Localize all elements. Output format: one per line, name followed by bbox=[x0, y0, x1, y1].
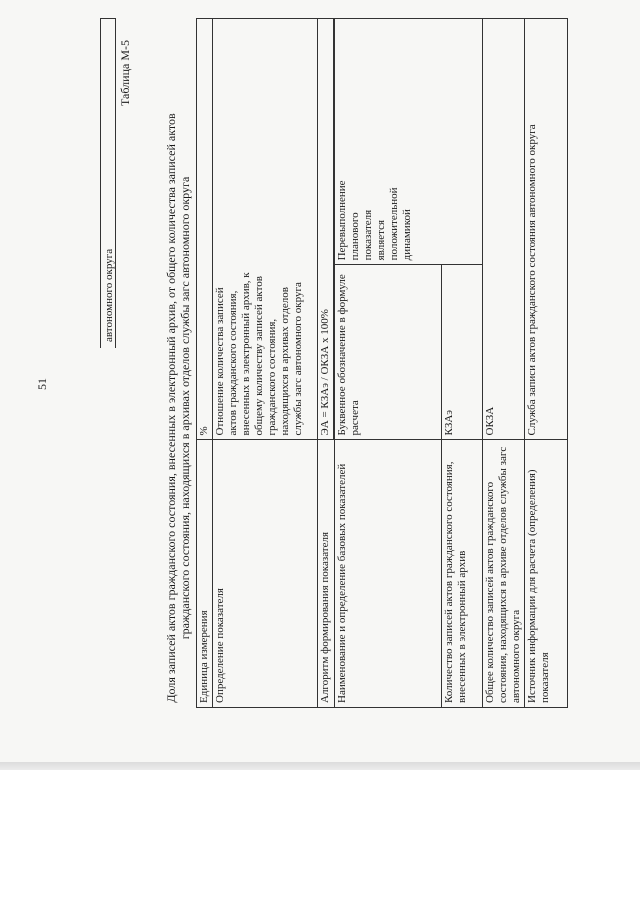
indicator-table bbox=[196, 18, 568, 708]
table-label: Таблица М-5 bbox=[118, 40, 132, 106]
page-number: 51 bbox=[35, 378, 49, 390]
okza-label: Общее количество записей актов гражданского состояния, находящихся в архиве отделов службы загс автономного округа bbox=[483, 440, 525, 708]
table-row bbox=[483, 19, 525, 708]
previous-table-fragment: автономного округа bbox=[100, 18, 116, 348]
table-row bbox=[525, 19, 568, 708]
definition-label: Определение показателя bbox=[213, 440, 318, 708]
unit-value: % bbox=[197, 19, 213, 441]
algorithm-label: Алгоритм формирования показателя bbox=[318, 440, 335, 708]
dynamics-cell bbox=[335, 19, 483, 265]
table-row bbox=[335, 19, 442, 708]
definition-value bbox=[213, 19, 318, 441]
algorithm-value: ЭА = КЗАэ / ОКЗА x 100% bbox=[318, 19, 334, 441]
definition-text: Отношение количества записей актов гражданского состояния, внесенных в электронный архив, к общему количеству записей актов гражданского состояния, находящихся в архивах отделов службы загс автономного округа bbox=[214, 272, 304, 436]
kzae-value: КЗАэ bbox=[442, 265, 483, 440]
okza-value: ОКЗА bbox=[483, 19, 525, 441]
kzae-label: Количество записей актов гражданского состояния, внесенных в электронный архив bbox=[442, 440, 483, 708]
source-label: Источник информации для расчета (определения) показателя bbox=[525, 440, 568, 708]
table-row bbox=[213, 19, 318, 708]
table-row bbox=[197, 19, 213, 708]
unit-label: Единица измерения bbox=[197, 440, 213, 708]
base-label: Наименование и определение базовых показателей bbox=[335, 440, 442, 708]
source-value: Служба записи актов гражданского состояния автономного округа bbox=[525, 19, 568, 441]
table-row bbox=[318, 19, 334, 708]
dynamics-text: Перевыполнение планового показателя является положительной динамикой bbox=[336, 180, 413, 261]
table-title: Доля записей актов гражданского состояния, внесенных в электронный архив, от общего количества записей актов гражданского состояния, находящихся в архивах отделов службы загс автономного округа bbox=[164, 113, 192, 703]
base-notation: Буквенное обозначение в формуле расчета bbox=[335, 265, 442, 440]
